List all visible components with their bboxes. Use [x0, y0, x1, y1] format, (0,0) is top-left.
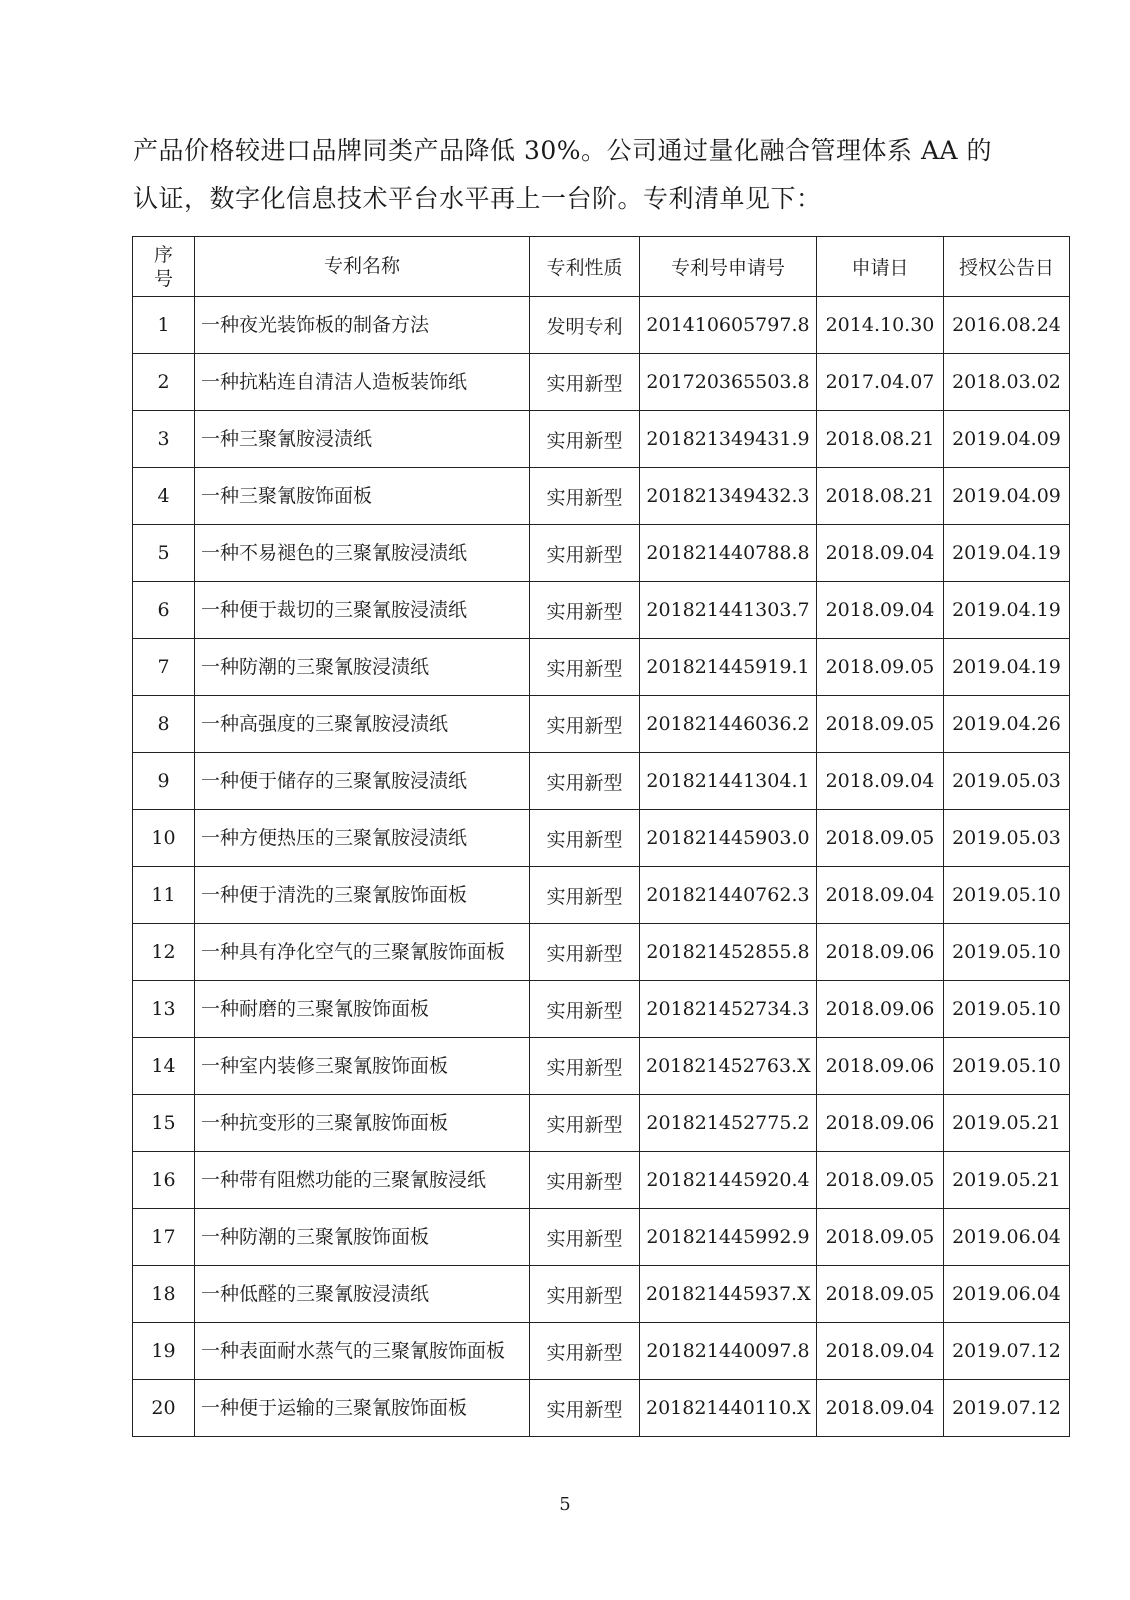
- cell-no: 3: [133, 411, 195, 468]
- cell-number: 201821445992.9: [640, 1209, 817, 1266]
- page-number: 5: [559, 1494, 571, 1515]
- cell-name: 一种便于清洗的三聚氰胺饰面板: [195, 867, 530, 924]
- cell-name: 一种便于运输的三聚氰胺饰面板: [195, 1380, 530, 1437]
- cell-grant-date: 2019.06.04: [944, 1266, 1070, 1323]
- cell-no: 9: [133, 753, 195, 810]
- cell-no: 10: [133, 810, 195, 867]
- cell-app-date: 2018.08.21: [817, 468, 944, 525]
- cell-name: 一种表面耐水蒸气的三聚氰胺饰面板: [195, 1323, 530, 1380]
- cell-grant-date: 2019.04.19: [944, 639, 1070, 696]
- patent-table-header: [133, 237, 1070, 297]
- header-no-line-2: 号: [153, 267, 173, 290]
- cell-number: 201720365503.8: [640, 354, 817, 411]
- cell-grant-date: 2019.05.10: [944, 981, 1070, 1038]
- cell-app-date: 2017.04.07: [817, 354, 944, 411]
- cell-grant-date: 2019.07.12: [944, 1323, 1070, 1380]
- cell-app-date: 2018.09.04: [817, 867, 944, 924]
- cell-name: 一种耐磨的三聚氰胺饰面板: [195, 981, 530, 1038]
- cell-grant-date: 2019.05.21: [944, 1152, 1070, 1209]
- cell-app-date: 2018.09.06: [817, 1038, 944, 1095]
- cell-type: 发明专利: [530, 297, 640, 354]
- cell-type: 实用新型: [530, 582, 640, 639]
- cell-no: 19: [133, 1323, 195, 1380]
- cell-no: 15: [133, 1095, 195, 1152]
- cell-app-date: 2018.09.05: [817, 639, 944, 696]
- header-no-line-1: 序: [153, 243, 173, 266]
- cell-grant-date: 2019.04.09: [944, 468, 1070, 525]
- cell-grant-date: 2019.05.21: [944, 1095, 1070, 1152]
- cell-number: 201821441303.7: [640, 582, 817, 639]
- table-row: [133, 297, 1070, 354]
- table-row: [133, 810, 1070, 867]
- header-no: [133, 237, 195, 297]
- cell-app-date: 2018.09.04: [817, 753, 944, 810]
- header-app-date: 申请日: [817, 237, 944, 297]
- cell-app-date: 2018.09.05: [817, 1266, 944, 1323]
- table-row: [133, 639, 1070, 696]
- header-row: [133, 237, 1070, 297]
- intro-paragraph: [133, 127, 1013, 223]
- cell-no: 2: [133, 354, 195, 411]
- table-row: [133, 753, 1070, 810]
- cell-type: 实用新型: [530, 1038, 640, 1095]
- cell-no: 7: [133, 639, 195, 696]
- cell-grant-date: 2019.07.12: [944, 1380, 1070, 1437]
- table-row: [133, 411, 1070, 468]
- patent-table-body: [133, 297, 1070, 1437]
- table-row: [133, 1152, 1070, 1209]
- cell-app-date: 2018.09.04: [817, 1323, 944, 1380]
- cell-name: 一种方便热压的三聚氰胺浸渍纸: [195, 810, 530, 867]
- cell-app-date: 2018.09.05: [817, 1209, 944, 1266]
- cell-name: 一种不易褪色的三聚氰胺浸渍纸: [195, 525, 530, 582]
- table-row: [133, 1323, 1070, 1380]
- cell-name: 一种具有净化空气的三聚氰胺饰面板: [195, 924, 530, 981]
- cell-name: 一种便于储存的三聚氰胺浸渍纸: [195, 753, 530, 810]
- table-row: [133, 1095, 1070, 1152]
- table-row: [133, 525, 1070, 582]
- cell-grant-date: 2019.05.10: [944, 1038, 1070, 1095]
- cell-type: 实用新型: [530, 867, 640, 924]
- cell-grant-date: 2019.04.19: [944, 525, 1070, 582]
- table-row: [133, 867, 1070, 924]
- cell-grant-date: 2019.05.10: [944, 867, 1070, 924]
- cell-app-date: 2018.09.04: [817, 1380, 944, 1437]
- cell-name: 一种低醛的三聚氰胺浸渍纸: [195, 1266, 530, 1323]
- cell-number: 201410605797.8: [640, 297, 817, 354]
- cell-number: 201821440762.3: [640, 867, 817, 924]
- header-name: 专利名称: [195, 237, 530, 297]
- cell-no: 14: [133, 1038, 195, 1095]
- cell-number: 201821445920.4: [640, 1152, 817, 1209]
- table-row: [133, 1266, 1070, 1323]
- cell-number: 201821440788.8: [640, 525, 817, 582]
- cell-type: 实用新型: [530, 1152, 640, 1209]
- cell-number: 201821452855.8: [640, 924, 817, 981]
- cell-name: 一种带有阻燃功能的三聚氰胺浸纸: [195, 1152, 530, 1209]
- cell-no: 17: [133, 1209, 195, 1266]
- cell-type: 实用新型: [530, 1095, 640, 1152]
- table-row: [133, 468, 1070, 525]
- header-grant-date: 授权公告日: [944, 237, 1070, 297]
- cell-number: 201821349432.3: [640, 468, 817, 525]
- patent-table: [132, 236, 1070, 1437]
- cell-app-date: 2018.09.06: [817, 981, 944, 1038]
- cell-type: 实用新型: [530, 810, 640, 867]
- cell-type: 实用新型: [530, 981, 640, 1038]
- cell-no: 6: [133, 582, 195, 639]
- cell-app-date: 2018.09.04: [817, 525, 944, 582]
- cell-app-date: 2018.08.21: [817, 411, 944, 468]
- cell-number: 201821452763.X: [640, 1038, 817, 1095]
- cell-type: 实用新型: [530, 1323, 640, 1380]
- cell-type: 实用新型: [530, 696, 640, 753]
- cell-grant-date: 2019.05.10: [944, 924, 1070, 981]
- cell-name: 一种夜光装饰板的制备方法: [195, 297, 530, 354]
- cell-app-date: 2018.09.05: [817, 1152, 944, 1209]
- cell-type: 实用新型: [530, 1380, 640, 1437]
- table-row: [133, 924, 1070, 981]
- cell-name: 一种室内装修三聚氰胺饰面板: [195, 1038, 530, 1095]
- cell-grant-date: 2016.08.24: [944, 297, 1070, 354]
- cell-name: 一种防潮的三聚氰胺饰面板: [195, 1209, 530, 1266]
- cell-type: 实用新型: [530, 1209, 640, 1266]
- cell-number: 201821445903.0: [640, 810, 817, 867]
- cell-grant-date: 2019.04.19: [944, 582, 1070, 639]
- cell-name: 一种便于裁切的三聚氰胺浸渍纸: [195, 582, 530, 639]
- cell-no: 20: [133, 1380, 195, 1437]
- header-number: 专利号申请号: [640, 237, 817, 297]
- cell-type: 实用新型: [530, 1266, 640, 1323]
- intro-line-1: 产品价格较进口品牌同类产品降低 30%。公司通过量化融合管理体系 AA 的: [133, 136, 993, 165]
- cell-name: 一种防潮的三聚氰胺浸渍纸: [195, 639, 530, 696]
- cell-number: 201821441304.1: [640, 753, 817, 810]
- cell-grant-date: 2019.04.26: [944, 696, 1070, 753]
- table-row: [133, 1380, 1070, 1437]
- cell-no: 5: [133, 525, 195, 582]
- cell-name: 一种抗粘连自清洁人造板装饰纸: [195, 354, 530, 411]
- cell-number: 201821446036.2: [640, 696, 817, 753]
- cell-type: 实用新型: [530, 525, 640, 582]
- cell-type: 实用新型: [530, 639, 640, 696]
- cell-type: 实用新型: [530, 468, 640, 525]
- header-type: 专利性质: [530, 237, 640, 297]
- table-row: [133, 582, 1070, 639]
- cell-name: 一种三聚氰胺浸渍纸: [195, 411, 530, 468]
- cell-no: 16: [133, 1152, 195, 1209]
- cell-type: 实用新型: [530, 354, 640, 411]
- cell-grant-date: 2019.06.04: [944, 1209, 1070, 1266]
- cell-grant-date: 2019.05.03: [944, 810, 1070, 867]
- cell-number: 201821445937.X: [640, 1266, 817, 1323]
- cell-grant-date: 2018.03.02: [944, 354, 1070, 411]
- table-row: [133, 696, 1070, 753]
- cell-name: 一种三聚氰胺饰面板: [195, 468, 530, 525]
- cell-name: 一种抗变形的三聚氰胺饰面板: [195, 1095, 530, 1152]
- cell-number: 201821445919.1: [640, 639, 817, 696]
- cell-grant-date: 2019.04.09: [944, 411, 1070, 468]
- cell-app-date: 2018.09.06: [817, 924, 944, 981]
- cell-no: 8: [133, 696, 195, 753]
- cell-grant-date: 2019.05.03: [944, 753, 1070, 810]
- cell-app-date: 2018.09.04: [817, 582, 944, 639]
- cell-number: 201821349431.9: [640, 411, 817, 468]
- cell-number: 201821440097.8: [640, 1323, 817, 1380]
- cell-no: 13: [133, 981, 195, 1038]
- cell-type: 实用新型: [530, 411, 640, 468]
- cell-app-date: 2014.10.30: [817, 297, 944, 354]
- cell-no: 11: [133, 867, 195, 924]
- cell-type: 实用新型: [530, 924, 640, 981]
- cell-no: 12: [133, 924, 195, 981]
- cell-number: 201821452734.3: [640, 981, 817, 1038]
- table-row: [133, 981, 1070, 1038]
- table-row: [133, 1209, 1070, 1266]
- cell-number: 201821452775.2: [640, 1095, 817, 1152]
- cell-no: 1: [133, 297, 195, 354]
- table-row: [133, 1038, 1070, 1095]
- intro-line-2: 认证，数字化信息技术平台水平再上一台阶。专利清单见下：: [133, 184, 822, 213]
- cell-app-date: 2018.09.05: [817, 810, 944, 867]
- cell-type: 实用新型: [530, 753, 640, 810]
- cell-name: 一种高强度的三聚氰胺浸渍纸: [195, 696, 530, 753]
- cell-no: 4: [133, 468, 195, 525]
- cell-app-date: 2018.09.06: [817, 1095, 944, 1152]
- cell-number: 201821440110.X: [640, 1380, 817, 1437]
- cell-app-date: 2018.09.05: [817, 696, 944, 753]
- table-row: [133, 354, 1070, 411]
- cell-no: 18: [133, 1266, 195, 1323]
